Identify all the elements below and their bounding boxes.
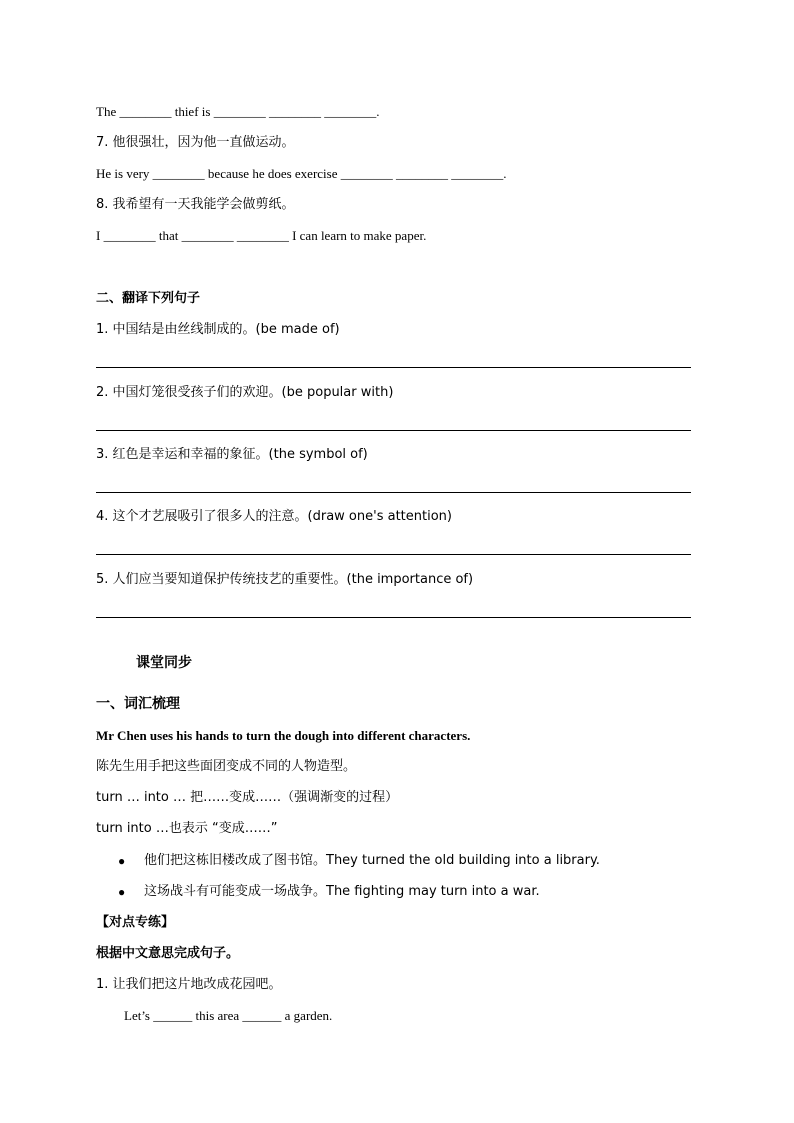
example-cn: 陈先生用手把这些面团变成不同的人物造型。 (96, 759, 357, 774)
translate-item-3: 3. 红色是幸运和幸福的象征。(the symbol of) (96, 447, 368, 462)
classroom-title: 课堂同步 (136, 655, 192, 671)
bullet-icon: ● (118, 854, 126, 868)
answer-line-5[interactable] (96, 617, 691, 618)
drill-question-1: 1. 让我们把这片地改成花园吧。 (96, 977, 282, 992)
answer-line-1[interactable] (96, 367, 691, 368)
answer-line-3[interactable] (96, 492, 691, 493)
fill-line-7: He is very ________ because he does exercise ________ ________ ________. (96, 166, 507, 181)
fill-line-1: The ________ thief is ________ ________ ________. (96, 104, 380, 119)
note-turn-into: turn … into … 把……变成……（强调渐变的过程） (96, 790, 399, 805)
bullet-icon: ● (118, 885, 126, 899)
question-8-cn: 8. 我希望有一天我能学会做剪纸。 (96, 197, 295, 212)
drill-answer-1: Let’s ______ this area ______ a garden. (124, 1008, 333, 1023)
example-bullet-2: 这场战斗有可能变成一场战争。The fighting may turn into a war. (144, 884, 540, 899)
translate-item-4: 4. 这个才艺展吸引了很多人的注意。(draw one's attention) (96, 509, 452, 524)
answer-line-4[interactable] (96, 554, 691, 555)
vocab-title: 一、词汇梳理 (96, 696, 180, 712)
translate-item-5: 5. 人们应当要知道保护传统技艺的重要性。(the importance of) (96, 572, 474, 587)
drill-title: 【对点专练】 (96, 915, 175, 930)
translate-item-2: 2. 中国灯笼很受孩子们的欢迎。(be popular with) (96, 385, 394, 400)
translate-section-title: 二、翻译下列句子 (96, 291, 201, 306)
note-turn-into-2: turn into …也表示 “变成……” (96, 821, 278, 836)
example-bullet-1: 他们把这栋旧楼改成了图书馆。They turned the old building into a library. (144, 853, 600, 868)
translate-item-1: 1. 中国结是由丝线制成的。(be made of) (96, 322, 340, 337)
drill-instruction: 根据中文意思完成句子。 (96, 946, 240, 961)
question-7-cn: 7. 他很强壮，因为他一直做运动。 (96, 135, 295, 150)
example-en: Mr Chen uses his hands to turn the dough into different characters. (96, 728, 471, 743)
fill-line-8: I ________ that ________ ________ I can learn to make paper. (96, 228, 427, 243)
answer-line-2[interactable] (96, 430, 691, 431)
